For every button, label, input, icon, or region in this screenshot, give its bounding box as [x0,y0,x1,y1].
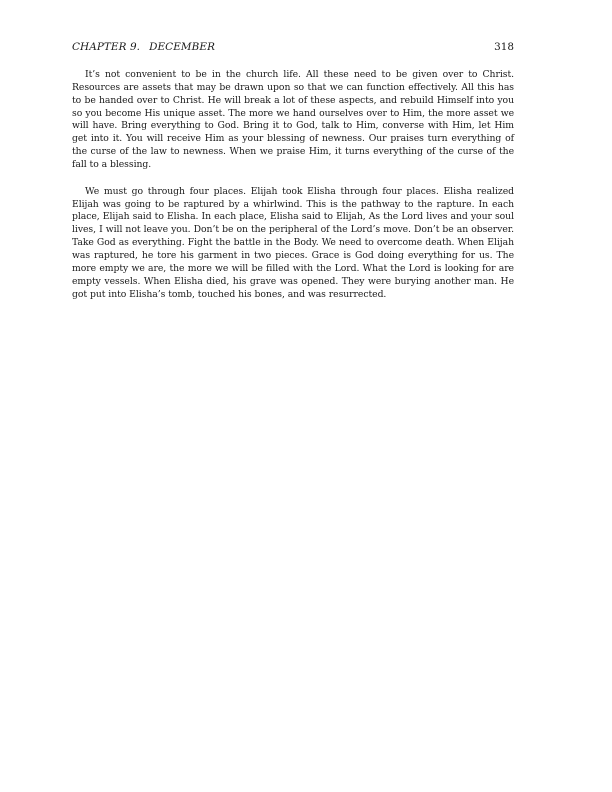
paragraph-2: We must go through four places. Elijah took Elisha through four places. Elisha realized Elijah was going to be raptured by a whirlwind. This is the pathway to the rapture. In each place, Elijah said to Elisha. In each place, Elisha said to Elijah, As the Lord lives and your soul lives, I will not leave you. Don’t be on the peripheral of the Lord’s move. Don’t be an observer. Take God as everything. Fight the battle in the Body. We need to overcome death. When Elijah was raptured, he tore his garment in two pieces. Grace is God doing everything for us. The more empty we are, the more we will be filled with the Lord. What the Lord is looking for are empty vessels. When Elisha died, his grave was opened. They were burying another man. He got put into Elisha’s tomb, touched his bones, and was resurrected. [72,185,514,300]
running-header [72,40,514,54]
chapter-heading [72,40,215,54]
book-page [72,40,514,315]
paragraph-1: It’s not convenient to be in the church life. All these need to be given over to Christ. Resources are assets that may be drawn upon so that we can function effectively. All this has to be handed over to Christ. He will break a lot of these aspects, and rebuild Himself into you so you become His unique asset. The more we hand ourselves over to Him, the more asset we will have. Bring everything to God. Bring it to God, talk to Him, converse with Him, let Him get into it. You will receive Him as your blessing of newness. Our praises turn everything of the curse of the law to newness. When we praise Him, it turns everything of the curse of the fall to a blessing. [72,69,514,170]
chapter-title: DECEMBER [149,41,215,53]
chapter-number: CHAPTER 9. [72,41,141,53]
page-number: 318 [494,41,514,53]
page-body [72,69,514,301]
